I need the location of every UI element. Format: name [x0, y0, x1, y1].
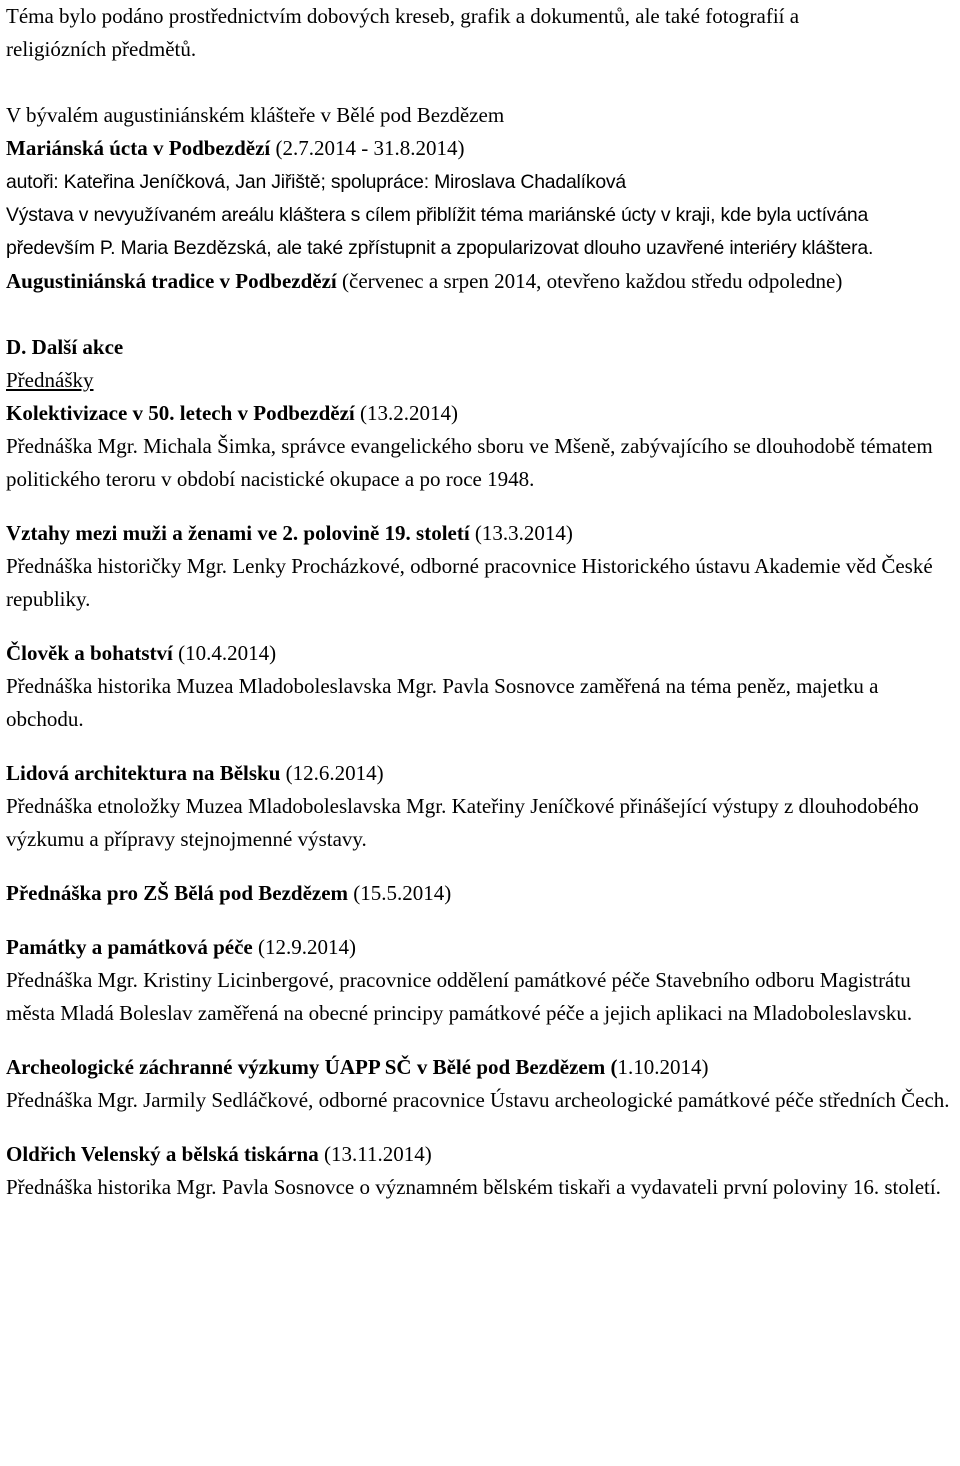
marian-exhibition-dates: (2.7.2014 - 31.8.2014)	[270, 136, 465, 160]
exhibition-authors: autoři: Kateřina Jeníčková, Jan Jiřiště; spolupráce: Miroslava Chadalíková	[6, 171, 627, 193]
lecture-title: Lidová architektura na Bělsku	[6, 761, 281, 785]
lecture-title: Vztahy mezi muži a ženami ve 2. polovině 19. století	[6, 521, 470, 545]
lecture-description: Lenky Procházkové, odborné pracovnice Historického ústavu Akademie věd České republiky.	[6, 554, 933, 611]
lecture-title: Kolektivizace v 50. letech v Podbezdězí	[6, 401, 355, 425]
lecture-lead: Přednáška Mgr.	[6, 1088, 144, 1112]
lecture-item	[6, 1051, 954, 1117]
lecture-title: Archeologické záchranné výzkumy ÚAPP SČ v Bělé pod Bezdězem (	[6, 1055, 618, 1079]
lecture-title: Přednáška pro ZŠ Bělá pod Bezdězem	[6, 881, 349, 905]
intro-line-1: Téma bylo podáno prostřednictvím dobových kreseb, grafik a dokumentů, ale také fotografií a	[6, 4, 800, 28]
intro-paragraph	[6, 0, 954, 66]
lecture-lead: Přednáška historičky Mgr.	[6, 554, 233, 578]
lecture-date: (13.3.2014)	[469, 521, 573, 545]
lecture-date: (13.11.2014)	[318, 1142, 432, 1166]
lecture-item	[6, 397, 954, 496]
lecture-date: (12.9.2014)	[252, 935, 356, 959]
lecture-item	[6, 931, 954, 1030]
section-d-heading: D. Další akce	[6, 335, 124, 359]
exhibition-description: Výstava v nevyužívaném areálu kláštera s cílem přiblížit téma mariánské úcty v kraji, kde byla uctívána především P. Maria Bezdězská, ale také zpřístupnit a zpopularizovat dlouho uzavřené interiéry kláštera.	[6, 204, 874, 259]
lecture-lead: Přednáška historika Mgr.	[6, 1175, 222, 1199]
lecture-description: Pavla Sosnovce zaměřená na téma peněz, majetku a obchodu.	[6, 674, 879, 731]
lecture-item	[6, 877, 954, 910]
lecture-date: (10.4.2014)	[172, 641, 277, 665]
lecture-date: (12.6.2014)	[280, 761, 384, 785]
lecture-item	[6, 637, 954, 736]
lecture-lead: Přednáška etnoložky Muzea Mladoboleslavska Mgr.	[6, 794, 452, 818]
lecture-date: (13.2.2014)	[354, 401, 458, 425]
lecture-description: Michala Šimka, správce evangelického sboru ve Mšeně, zabývajícího se dlouhodobě tématem politického teroru v období nacistické okupace a po roce 1948.	[6, 434, 933, 491]
lecture-description: Kateřiny Jeníčkové přinášející výstupy z dlouhodobého výzkumu a přípravy stejnojmenné výstavy.	[6, 794, 919, 851]
lecture-lead: Přednáška Mgr.	[6, 968, 144, 992]
lecture-item	[6, 517, 954, 616]
tradition-exhibition-note: (červenec a srpen 2014, otevřeno každou středu odpoledne)	[336, 269, 843, 293]
lecture-title: Oldřich Velenský a bělská tiskárna	[6, 1142, 319, 1166]
lectures-subheading: Přednášky	[6, 368, 94, 392]
tradition-exhibition	[6, 265, 954, 298]
lecture-title: Památky a památková péče	[6, 935, 253, 959]
marian-exhibition-title: Mariánská úcta v Podbezdězí	[6, 136, 271, 160]
intro-line-2: religiózních předmětů.	[6, 37, 197, 61]
lecture-item	[6, 1138, 954, 1204]
exhibitions-block	[6, 99, 954, 199]
tradition-exhibition-title: Augustiniánská tradice v Podbezdězí	[6, 269, 337, 293]
lecture-title: Člověk a bohatství	[6, 641, 173, 665]
lecture-description: Pavla Sosnovce o významném bělském tiskaři a vydavateli první poloviny 16. století.	[221, 1175, 941, 1199]
lecture-lead: Přednáška Mgr.	[6, 434, 144, 458]
lecture-lead: Přednáška historika Muzea Mladoboleslavska Mgr.	[6, 674, 443, 698]
lecture-date: (15.5.2014)	[348, 881, 452, 905]
exhibition-place: V bývalém augustiniánském klášteře v Bělé pod Bezdězem	[6, 103, 505, 127]
lecture-description: Jarmily Sedláčkové, odborné pracovnice Ústavu archeologické památkové péče středních Čech.	[143, 1088, 950, 1112]
lecture-description: Kristiny Licinbergové, pracovnice oddělení památkové péče Stavebního odboru Magistrátu města Mladá Boleslav zaměřená na obecné principy památkové péče a jejich aplikaci na Mladoboleslavsku.	[6, 968, 913, 1025]
lecture-date: 1.10.2014)	[617, 1055, 709, 1079]
lecture-item	[6, 757, 954, 856]
lecture-list	[6, 397, 954, 1204]
